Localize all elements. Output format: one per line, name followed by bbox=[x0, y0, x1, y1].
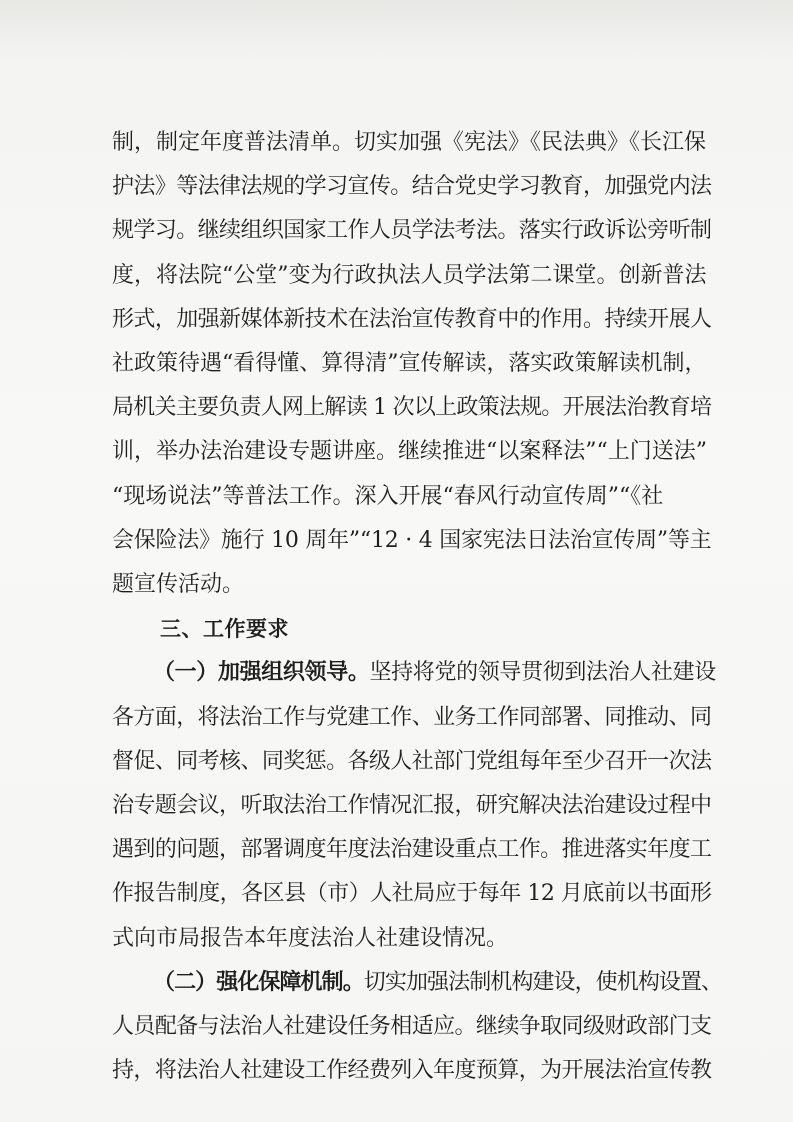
body-line: 会保险法》施行 10 周年”“12 · 4 国家宪法日法治宣传周”等主 bbox=[112, 527, 712, 553]
body-line: 遇到的问题，部署调度年度法治建设重点工作。推进落实年度工 bbox=[112, 837, 712, 863]
body-line: 人员配备与法治人社建设任务相适应。继续争取同级财政部门支 bbox=[112, 1014, 712, 1039]
paragraph-label: （一）加强组织领导。 bbox=[153, 660, 370, 686]
body-line: 督促、同考核、同奖惩。各级人社部门党组每年至少召开一次法 bbox=[112, 748, 712, 774]
paragraph-first-line bbox=[153, 968, 722, 998]
body-line: 作报告制度，各区县（市）人社局应于每年 12 月底前以书面形 bbox=[112, 881, 712, 907]
body-line: 规学习。继续组织国家工作人员学法考法。落实行政诉讼旁听制 bbox=[112, 218, 712, 244]
body-line: 式向市局报告本年度法治人社建设情况。 bbox=[112, 925, 509, 951]
paragraph-text: 坚持将党的领导贯彻到法治人社建设 bbox=[369, 660, 716, 686]
body-line: 护法》等法律法规的学习宣传。结合党史学习教育，加强党内法 bbox=[112, 174, 712, 200]
paragraph-text: 切实加强法制机构建设，使机构设置、 bbox=[363, 969, 723, 995]
body-line: 训，举办法治建设专题讲座。继续推进“以案释法”“上门送法” bbox=[112, 439, 707, 465]
body-line: 持，将法治人社建设工作经费列入年度预算，为开展法治宣传教 bbox=[112, 1058, 712, 1084]
body-line: 制，制定年度普法清单。切实加强《宪法》《民法典》《长江保 bbox=[112, 130, 707, 155]
body-line: 局机关主要负责人网上解读 1 次以上政策法规。开展法治教育培 bbox=[112, 395, 712, 421]
body-line: 社政策待遇“看得懂、算得清”宣传解读，落实政策解读机制， bbox=[112, 351, 707, 376]
body-line: 形式，加强新媒体新技术在法治宣传教育中的作用。持续开展人 bbox=[112, 306, 712, 332]
section-heading: 三、工作要求 bbox=[160, 617, 289, 642]
paragraph-label: （二）强化保障机制。 bbox=[153, 969, 364, 995]
body-line: 治专题会议，听取法治工作情况汇报，研究解决法治建设过程中 bbox=[112, 793, 712, 818]
paragraph-first-line bbox=[153, 658, 716, 688]
body-line: 题宣传活动。 bbox=[112, 572, 245, 597]
scan-shadow bbox=[0, 0, 793, 60]
body-line: 度，将法院“公堂”变为行政执法人员学法第二课堂。创新普法 bbox=[112, 262, 707, 288]
body-line: “现场说法”等普法工作。深入开展“春风行动宣传周”“《社 bbox=[112, 483, 664, 509]
body-line: 各方面，将法治工作与党建工作、业务工作同部署、同推动、同 bbox=[112, 704, 712, 730]
